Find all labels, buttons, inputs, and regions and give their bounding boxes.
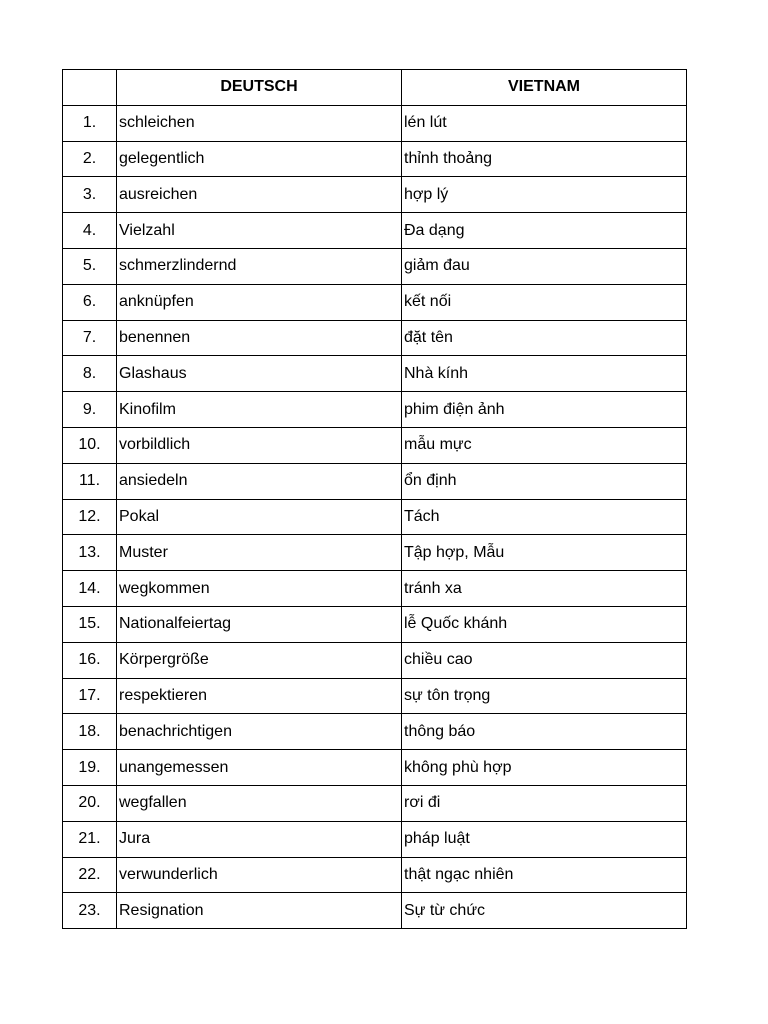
vietnamese-word: thỉnh thoảng	[402, 141, 687, 177]
german-word: anknüpfen	[117, 284, 402, 320]
table-row	[63, 177, 687, 213]
german-word: Glashaus	[117, 356, 402, 392]
german-word: schmerzlindernd	[117, 248, 402, 284]
vietnamese-word: giảm đau	[402, 248, 687, 284]
german-word: Muster	[117, 535, 402, 571]
german-word: Körpergröße	[117, 642, 402, 678]
german-word: vorbildlich	[117, 427, 402, 463]
vietnamese-word: chiều cao	[402, 642, 687, 678]
header-german: DEUTSCH	[117, 70, 402, 106]
row-number: 7.	[63, 320, 117, 356]
vietnamese-word: lễ Quốc khánh	[402, 606, 687, 642]
vietnamese-word: sự tôn trọng	[402, 678, 687, 714]
header-row	[63, 70, 687, 106]
header-number	[63, 70, 117, 106]
vietnamese-word: không phù hợp	[402, 750, 687, 786]
table-row	[63, 678, 687, 714]
row-number: 21.	[63, 821, 117, 857]
row-number: 17.	[63, 678, 117, 714]
table-row	[63, 642, 687, 678]
table-body	[63, 105, 687, 928]
table-row	[63, 857, 687, 893]
row-number: 10.	[63, 427, 117, 463]
vietnamese-word: rơi đi	[402, 785, 687, 821]
row-number: 23.	[63, 893, 117, 929]
table-row	[63, 427, 687, 463]
vietnamese-word: đặt tên	[402, 320, 687, 356]
german-word: Resignation	[117, 893, 402, 929]
row-number: 6.	[63, 284, 117, 320]
german-word: Kinofilm	[117, 392, 402, 428]
row-number: 3.	[63, 177, 117, 213]
table-row	[63, 821, 687, 857]
row-number: 14.	[63, 571, 117, 607]
german-word: wegfallen	[117, 785, 402, 821]
row-number: 4.	[63, 213, 117, 249]
table-row	[63, 893, 687, 929]
table-row	[63, 284, 687, 320]
german-word: wegkommen	[117, 571, 402, 607]
header-vietnamese: VIETNAM	[402, 70, 687, 106]
row-number: 8.	[63, 356, 117, 392]
vietnamese-word: thật ngạc nhiên	[402, 857, 687, 893]
table-row	[63, 606, 687, 642]
vietnamese-word: ổn định	[402, 463, 687, 499]
table-row	[63, 320, 687, 356]
table-row	[63, 105, 687, 141]
vietnamese-word: phim điện ảnh	[402, 392, 687, 428]
table-row	[63, 750, 687, 786]
german-word: gelegentlich	[117, 141, 402, 177]
row-number: 15.	[63, 606, 117, 642]
table-row	[63, 499, 687, 535]
row-number: 1.	[63, 105, 117, 141]
table-row	[63, 714, 687, 750]
row-number: 11.	[63, 463, 117, 499]
row-number: 16.	[63, 642, 117, 678]
vietnamese-word: Tách	[402, 499, 687, 535]
row-number: 13.	[63, 535, 117, 571]
german-word: benachrichtigen	[117, 714, 402, 750]
german-word: Pokal	[117, 499, 402, 535]
german-word: respektieren	[117, 678, 402, 714]
table-row	[63, 213, 687, 249]
table-row	[63, 785, 687, 821]
table-row	[63, 463, 687, 499]
german-word: Nationalfeiertag	[117, 606, 402, 642]
row-number: 5.	[63, 248, 117, 284]
german-word: ansiedeln	[117, 463, 402, 499]
table-row	[63, 392, 687, 428]
vietnamese-word: tránh xa	[402, 571, 687, 607]
german-word: ausreichen	[117, 177, 402, 213]
german-word: Jura	[117, 821, 402, 857]
german-word: verwunderlich	[117, 857, 402, 893]
table-row	[63, 356, 687, 392]
vietnamese-word: Sự từ chức	[402, 893, 687, 929]
vietnamese-word: hợp lý	[402, 177, 687, 213]
table-row	[63, 571, 687, 607]
vietnamese-word: pháp luật	[402, 821, 687, 857]
vietnamese-word: kết nối	[402, 284, 687, 320]
row-number: 19.	[63, 750, 117, 786]
vietnamese-word: thông báo	[402, 714, 687, 750]
german-word: schleichen	[117, 105, 402, 141]
row-number: 12.	[63, 499, 117, 535]
table-row	[63, 535, 687, 571]
row-number: 22.	[63, 857, 117, 893]
german-word: unangemessen	[117, 750, 402, 786]
vietnamese-word: Đa dạng	[402, 213, 687, 249]
german-word: benennen	[117, 320, 402, 356]
vocabulary-table	[62, 69, 687, 929]
table-row	[63, 141, 687, 177]
vietnamese-word: mẫu mực	[402, 427, 687, 463]
vietnamese-word: Nhà kính	[402, 356, 687, 392]
row-number: 2.	[63, 141, 117, 177]
row-number: 18.	[63, 714, 117, 750]
table-row	[63, 248, 687, 284]
row-number: 9.	[63, 392, 117, 428]
german-word: Vielzahl	[117, 213, 402, 249]
vietnamese-word: lén lút	[402, 105, 687, 141]
row-number: 20.	[63, 785, 117, 821]
vietnamese-word: Tập hợp, Mẫu	[402, 535, 687, 571]
